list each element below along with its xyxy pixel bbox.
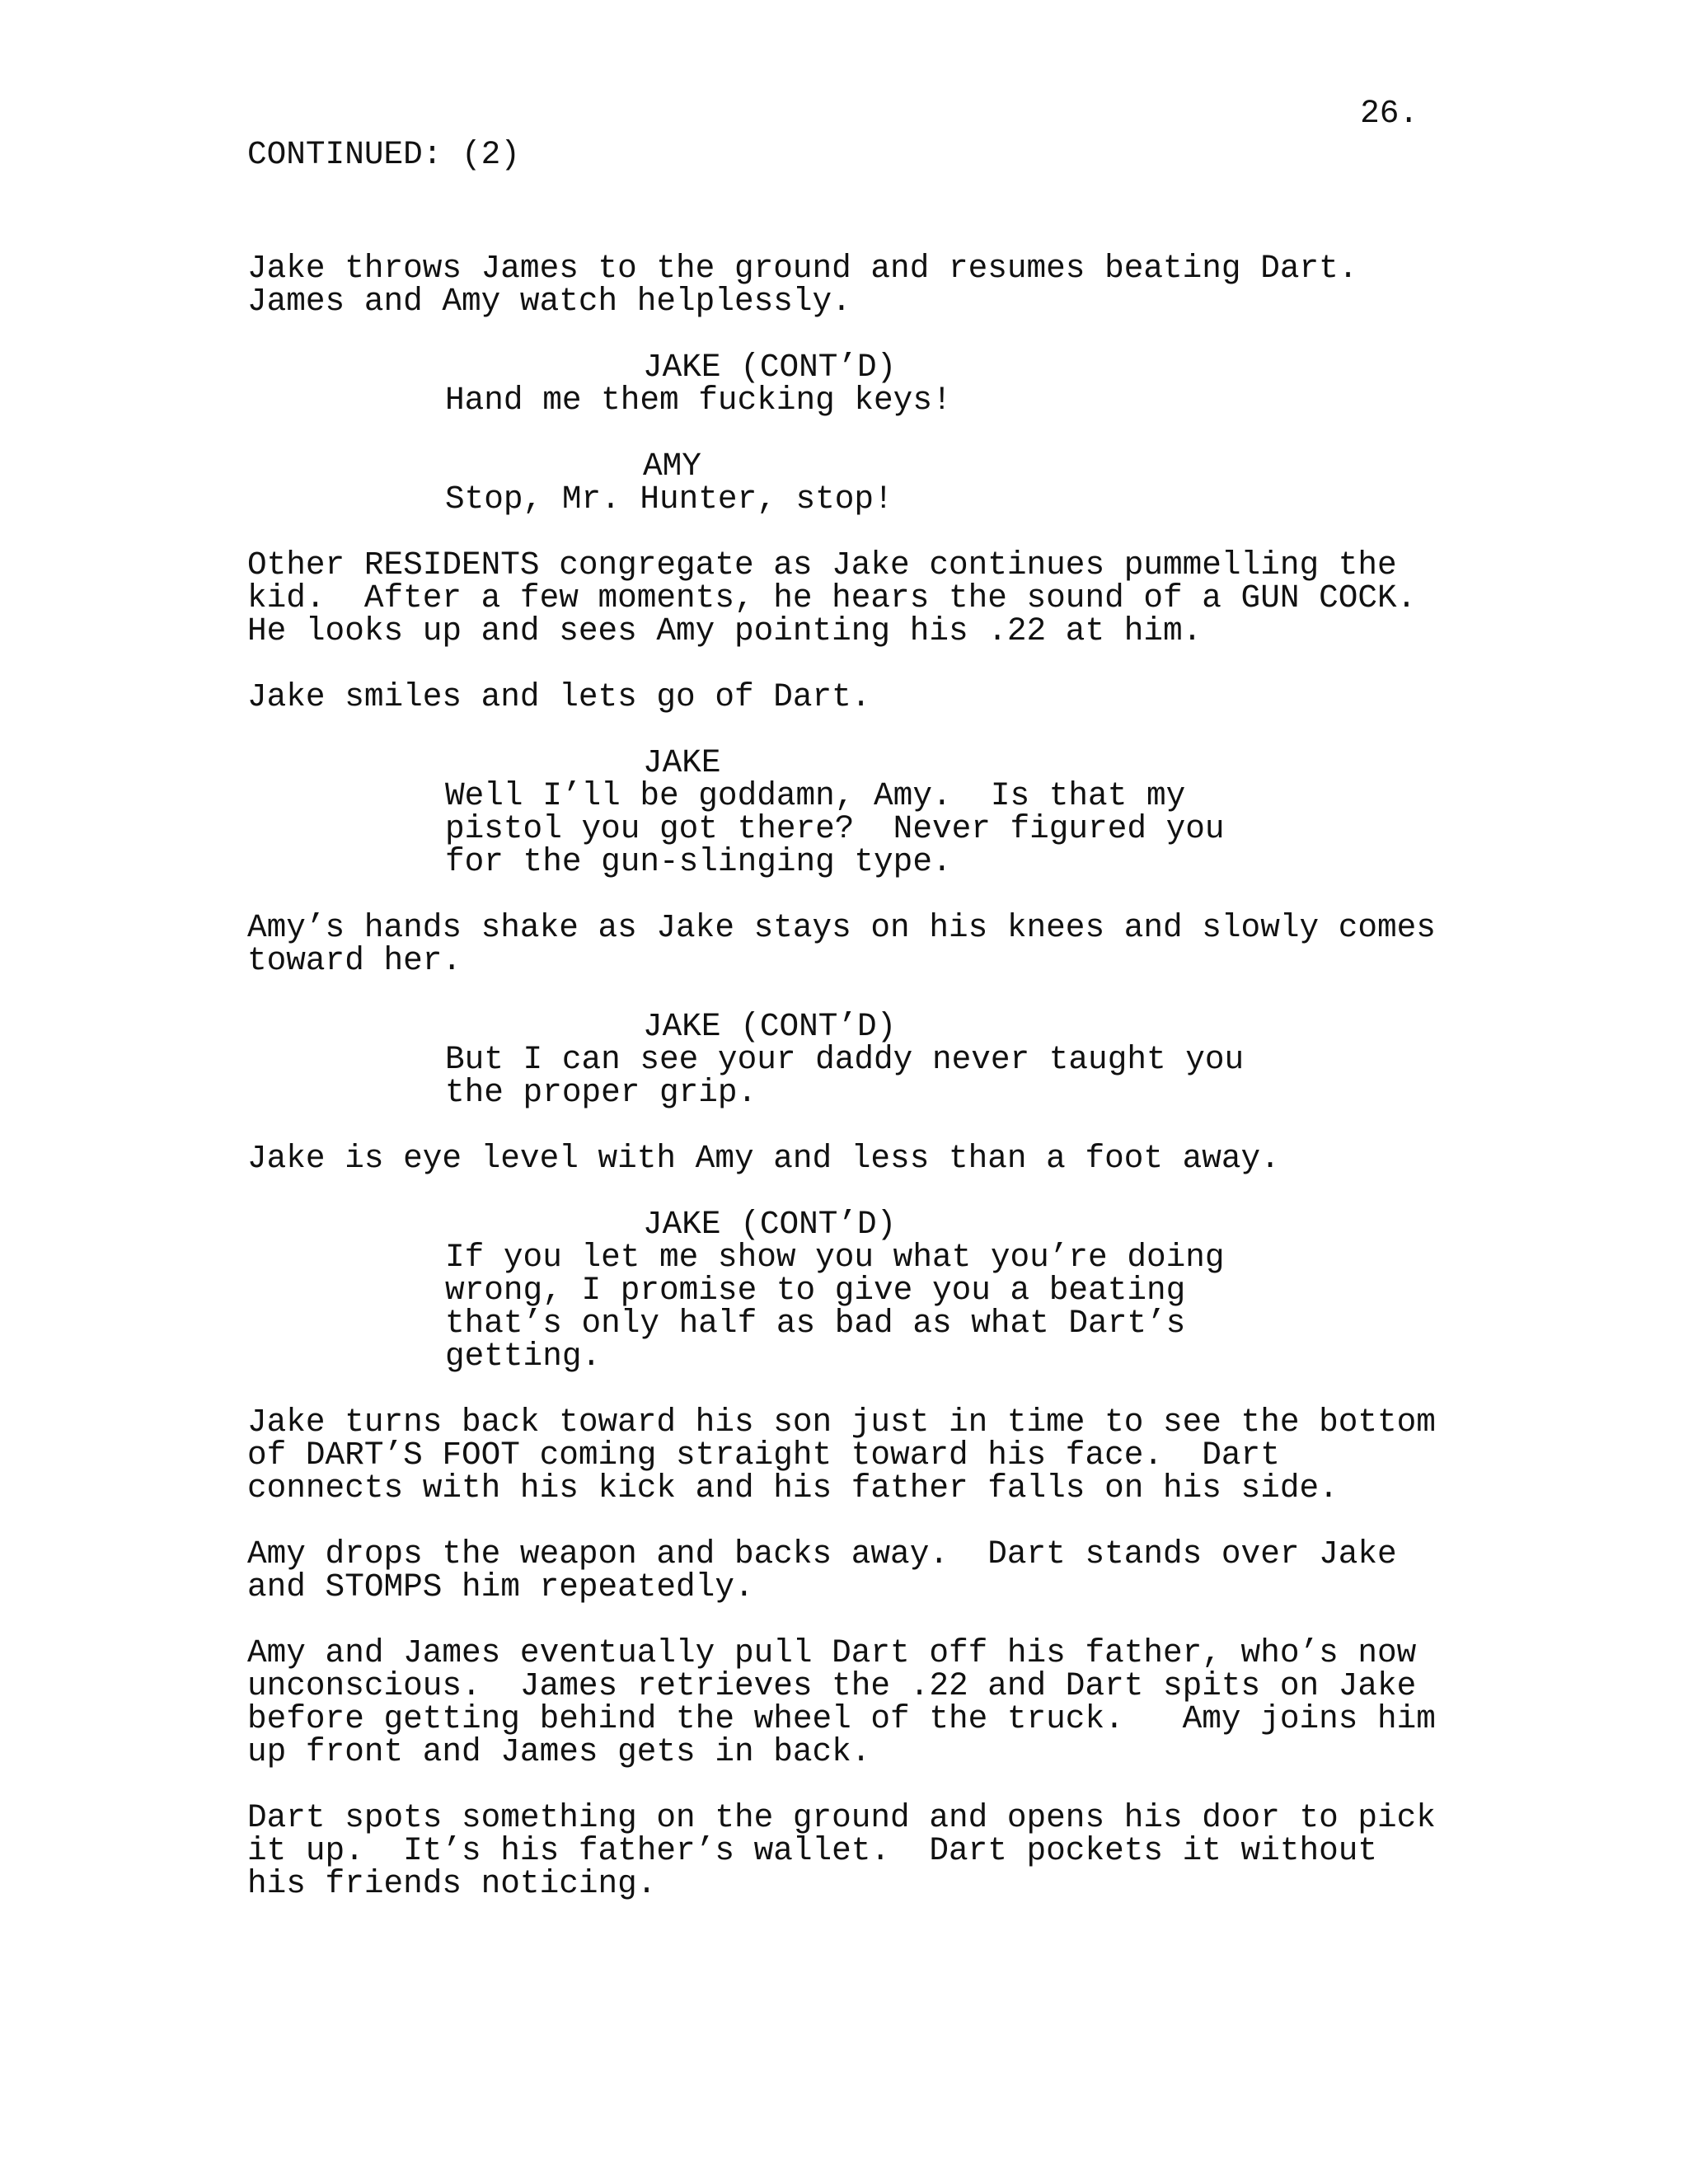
- action-line: Dart spots something on the ground and opens his door to pick: [247, 1799, 1436, 1836]
- script-body: [247, 252, 1484, 1900]
- dialogue-line: the proper grip.: [445, 1074, 757, 1111]
- action-paragraph: [247, 1142, 1484, 1175]
- continued-header: CONTINUED: (2): [247, 136, 520, 173]
- character-line: JAKE (CONT’D): [643, 1206, 897, 1243]
- character-cue: [643, 744, 1484, 781]
- action-line: of DART’S FOOT coming straight toward his face. Dart: [247, 1436, 1280, 1474]
- action-line: He looks up and sees Amy pointing his .22 at him.: [247, 612, 1203, 649]
- dialogue-block: [445, 480, 1484, 518]
- blank-line: [247, 714, 1484, 747]
- blank-line: [247, 1769, 1484, 1802]
- dialogue-line: pistol you got there? Never figured you: [445, 810, 1225, 847]
- blank-line: [247, 1109, 1484, 1142]
- action-paragraph: [247, 1799, 1484, 1902]
- blank-line: [247, 516, 1484, 549]
- dialogue-line: that’s only half as bad as what Dart’s: [445, 1305, 1186, 1342]
- character-cue: [643, 1010, 1484, 1043]
- blank-line: [247, 879, 1484, 912]
- character-line: JAKE (CONT’D): [643, 1008, 897, 1045]
- dialogue-block: [445, 384, 1484, 417]
- action-line: Jake is eye level with Amy and less than a foot away.: [247, 1140, 1280, 1177]
- action-line: connects with his kick and his father falls on his side.: [247, 1469, 1339, 1507]
- character-cue: [643, 1208, 1484, 1241]
- character-cue: [643, 450, 1484, 483]
- action-line: Jake smiles and lets go of Dart.: [247, 678, 871, 715]
- dialogue-block: [445, 1241, 1484, 1373]
- action-line: James and Amy watch helplessly.: [247, 283, 851, 320]
- dialogue-line: Stop, Mr. Hunter, stop!: [445, 480, 893, 518]
- action-paragraph: [247, 1634, 1484, 1770]
- page-number: 26.: [1360, 95, 1418, 132]
- action-line: Amy’s hands shake as Jake stays on his knees and slowly comes: [247, 909, 1436, 946]
- action-paragraph: [247, 1406, 1484, 1505]
- action-paragraph: [247, 546, 1484, 649]
- blank-line: [247, 417, 1484, 450]
- action-paragraph: [247, 252, 1484, 318]
- action-line: and STOMPS him repeatedly.: [247, 1568, 754, 1605]
- dialogue-line: getting.: [445, 1338, 602, 1375]
- action-line: Jake throws James to the ground and resumes beating Dart.: [247, 250, 1358, 287]
- action-line: toward her.: [247, 942, 462, 979]
- dialogue-line: Hand me them fucking keys!: [445, 382, 952, 419]
- action-paragraph: [247, 909, 1484, 979]
- dialogue-line: If you let me show you what you’re doing: [445, 1239, 1225, 1276]
- character-line: JAKE (CONT’D): [643, 349, 897, 386]
- dialogue-block: [445, 1043, 1484, 1109]
- action-line: before getting behind the wheel of the truck. Amy joins him: [247, 1700, 1436, 1737]
- dialogue-line: for the gun-slinging type.: [445, 843, 952, 880]
- action-paragraph: [247, 1535, 1484, 1605]
- blank-line: [247, 1505, 1484, 1538]
- action-line: Jake turns back toward his son just in time to see the bottom: [247, 1404, 1436, 1441]
- blank-line: [247, 1373, 1484, 1406]
- blank-line: [247, 318, 1484, 351]
- action-line: Other RESIDENTS congregate as Jake continues pummelling the: [247, 546, 1397, 583]
- blank-line: [247, 1604, 1484, 1637]
- action-line: unconscious. James retrieves the .22 and Dart spits on Jake: [247, 1667, 1417, 1704]
- action-line: his friends noticing.: [247, 1865, 657, 1902]
- action-line: kid. After a few moments, he hears the sound of a GUN COCK.: [247, 579, 1417, 616]
- blank-line: [247, 648, 1484, 681]
- character-cue: [643, 351, 1484, 384]
- blank-line: [247, 1175, 1484, 1208]
- dialogue-block: [445, 777, 1484, 880]
- dialogue-line: Well I’ll be goddamn, Amy. Is that my: [445, 777, 1186, 814]
- character-line: JAKE: [643, 744, 721, 781]
- blank-line: [247, 977, 1484, 1010]
- action-line: it up. It’s his father’s wallet. Dart pockets it without: [247, 1832, 1378, 1869]
- action-line: Amy and James eventually pull Dart off his father, who’s now: [247, 1634, 1417, 1671]
- dialogue-line: But I can see your daddy never taught you: [445, 1041, 1245, 1078]
- action-paragraph: [247, 678, 1484, 715]
- dialogue-line: wrong, I promise to give you a beating: [445, 1272, 1186, 1309]
- action-line: Amy drops the weapon and backs away. Dart stands over Jake: [247, 1535, 1397, 1572]
- character-line: AMY: [643, 448, 701, 485]
- action-line: up front and James gets in back.: [247, 1733, 871, 1770]
